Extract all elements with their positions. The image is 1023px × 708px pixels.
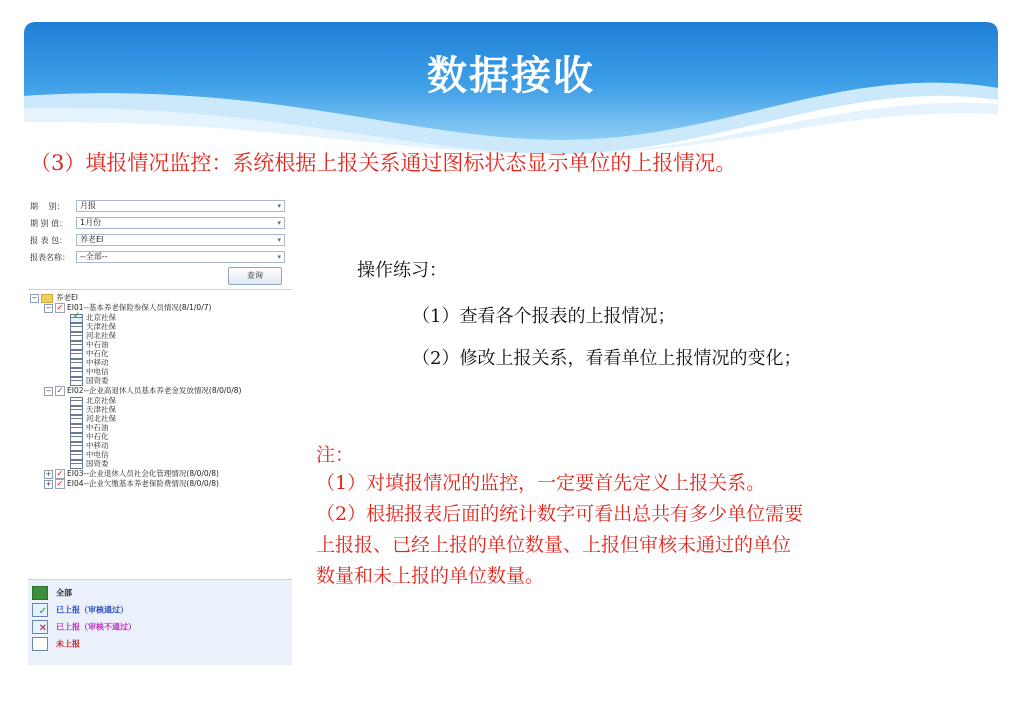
notes-line-1: （1）对填报情况的监控，一定要首先定义上报关系。 xyxy=(316,472,766,494)
legend-reported-ok[interactable] xyxy=(32,603,128,617)
tree-group-label: EI02--企业高退休人员基本养老金发放情况(8/0/0/8) xyxy=(67,386,242,395)
checkbox-checked-icon[interactable]: ✓ xyxy=(56,386,64,395)
tree-unit-label: 天津社保 xyxy=(86,322,116,331)
tree-unit-label: 北京社保 xyxy=(86,396,116,405)
tree-group-label: EI04--企业欠缴基本养老保险费情况(8/0/0/8) xyxy=(67,479,219,488)
legend-reported-fail[interactable] xyxy=(32,620,136,634)
tree-unit[interactable] xyxy=(70,414,116,423)
tree-unit[interactable] xyxy=(70,432,109,441)
tree-group[interactable] xyxy=(44,469,219,478)
tree-root[interactable] xyxy=(30,293,78,302)
tree-unit[interactable] xyxy=(70,450,109,459)
tree-unit[interactable] xyxy=(70,396,116,405)
tree-unit[interactable] xyxy=(70,340,109,349)
query-button[interactable]: 查询 xyxy=(228,267,282,285)
legend-all-label: 全部 xyxy=(56,588,72,598)
tree-unit[interactable] xyxy=(70,405,116,414)
exercise-heading: 操作练习： xyxy=(357,260,447,281)
chevron-down-icon: ▾ xyxy=(277,236,281,244)
tree-unit-label: 中移动 xyxy=(86,441,109,450)
legend-reported-ok-label: 已上报（审核通过） xyxy=(56,605,128,615)
report-pack-row xyxy=(28,234,292,246)
legend-all[interactable] xyxy=(32,586,72,600)
notes-line-2: （2）根据报表后面的统计数字可看出总共有多少单位需要 xyxy=(316,503,804,525)
report-name-value: --全部-- xyxy=(80,252,108,261)
tree-group[interactable] xyxy=(44,303,211,312)
legend-reported-fail-label: 已上报（审核不通过） xyxy=(56,622,136,632)
reported-rejected-icon: ✕ xyxy=(32,620,48,634)
tree-unit-label: 北京社保 xyxy=(86,313,116,322)
tree-unit[interactable] xyxy=(70,376,109,385)
tree-unit[interactable] xyxy=(70,367,109,376)
report-name-row xyxy=(28,251,292,263)
tree-unit-label: 中石油 xyxy=(86,340,109,349)
report-name-label: 报表名称： xyxy=(30,253,70,262)
tree-unit[interactable] xyxy=(70,459,109,468)
folder-icon xyxy=(41,294,53,303)
tree-unit[interactable] xyxy=(70,313,116,322)
tree-unit-label: 国资委 xyxy=(86,376,109,385)
exercise-item-2: （2）修改上报关系，看看单位上报情况的变化； xyxy=(412,348,802,369)
tree-unit[interactable] xyxy=(70,349,109,358)
tree-unit-label: 中电信 xyxy=(86,367,109,376)
all-icon xyxy=(32,586,48,600)
report-name-select[interactable] xyxy=(76,251,285,263)
tree-unit-label: 中石化 xyxy=(86,432,109,441)
notes-line-4: 数量和未上报的单位数量。 xyxy=(316,565,545,587)
chevron-down-icon: ▾ xyxy=(277,219,281,227)
tree-unit[interactable] xyxy=(70,423,109,432)
checkbox-checked-icon[interactable]: ✓ xyxy=(56,303,64,312)
period-value-select[interactable] xyxy=(76,217,285,229)
tree-unit-label: 河北社保 xyxy=(86,331,116,340)
tree-unit[interactable] xyxy=(70,331,116,340)
not-reported-icon xyxy=(70,377,83,386)
tree-group[interactable] xyxy=(44,386,241,395)
tree-unit-label: 国资委 xyxy=(86,459,109,468)
tree-unit-label: 天津社保 xyxy=(86,405,116,414)
tree-unit-label: 中石化 xyxy=(86,349,109,358)
tree-root-label: 养老EI xyxy=(56,293,78,302)
tree-unit-label: 河北社保 xyxy=(86,414,116,423)
subtitle: （3）填报情况监控：系统根据上报关系通过图标状态显示单位的上报情况。 xyxy=(30,151,737,175)
notes-heading: 注： xyxy=(316,444,355,466)
chevron-down-icon: ▾ xyxy=(277,253,281,261)
expand-icon[interactable]: + xyxy=(45,479,52,488)
not-reported-icon xyxy=(70,460,83,469)
chevron-down-icon: ▾ xyxy=(277,202,281,210)
tree-unit[interactable] xyxy=(70,441,109,450)
checkbox-checked-icon[interactable]: ✓ xyxy=(56,469,64,478)
period-row xyxy=(28,200,292,212)
tree-unit-label: 中移动 xyxy=(86,358,109,367)
reported-approved-icon: ✓ xyxy=(32,603,48,617)
tree-group-label: EI03--企业退休人员社会化管理情况(8/0/0/8) xyxy=(67,469,219,478)
period-value-value: 1月份 xyxy=(80,218,102,227)
tree-unit[interactable] xyxy=(70,358,109,367)
tree-unit[interactable] xyxy=(70,322,116,331)
page-title: 数据接收 xyxy=(427,53,595,99)
status-legend xyxy=(28,579,292,665)
period-label: 期 别： xyxy=(30,202,65,211)
notes-line-3: 上报报、已经上报的单位数量、上报但审核未通过的单位 xyxy=(316,534,792,556)
checkbox-checked-icon[interactable]: ✓ xyxy=(56,479,64,488)
report-pack-select[interactable] xyxy=(76,234,285,246)
legend-not-reported[interactable] xyxy=(32,637,80,651)
period-value-label: 期 别 值： xyxy=(30,219,68,228)
tree-group[interactable] xyxy=(44,479,219,488)
period-value: 月报 xyxy=(80,201,96,210)
tree-unit-label: 中石油 xyxy=(86,423,109,432)
collapse-icon[interactable]: − xyxy=(45,303,52,312)
expand-icon[interactable]: + xyxy=(45,469,52,478)
period-value-row xyxy=(28,217,292,229)
report-tree xyxy=(28,289,292,580)
legend-not-reported-label: 未上报 xyxy=(56,639,80,649)
report-pack-value: 养老EI xyxy=(80,235,104,244)
header-banner xyxy=(24,22,998,154)
not-reported-icon xyxy=(32,637,48,651)
collapse-icon[interactable]: − xyxy=(31,293,38,302)
collapse-icon[interactable]: − xyxy=(45,386,52,395)
period-select[interactable] xyxy=(76,200,285,212)
tree-unit-label: 中电信 xyxy=(86,450,109,459)
report-pack-label: 报 表 包： xyxy=(30,236,68,245)
tree-group-label: EI01--基本养老保险参保人员情况(8/1/0/7) xyxy=(67,303,212,312)
exercise-item-1: （1）查看各个报表的上报情况； xyxy=(412,306,676,327)
report-monitor-panel xyxy=(28,197,292,664)
